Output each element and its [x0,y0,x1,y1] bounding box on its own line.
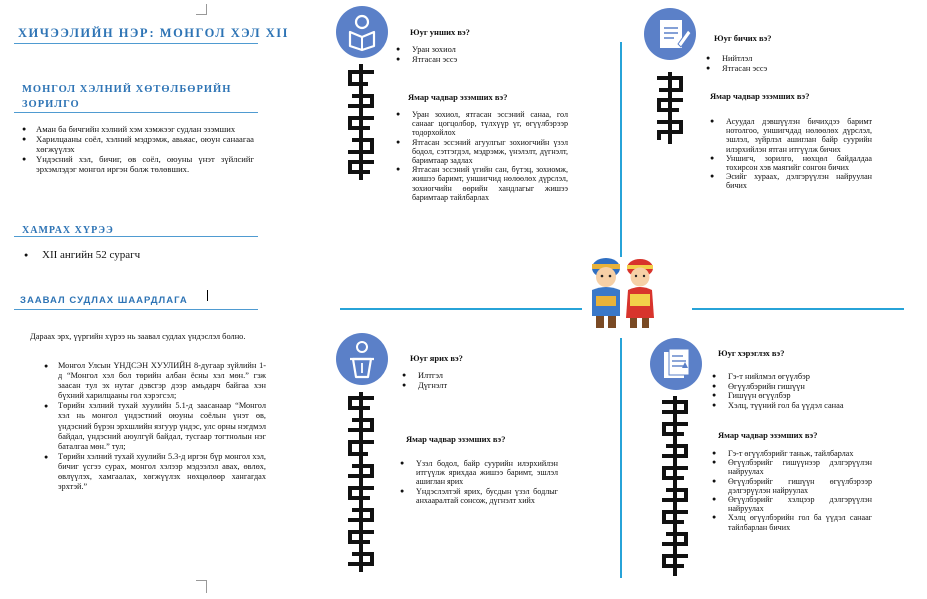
speak-skills-list [400,459,558,505]
list-item: ● Уран зохиол [396,45,566,55]
speak-skills-question: Ямар чадвар эзэмших вэ? [406,434,506,444]
mongol-script-decoration [346,392,376,572]
use-skills-question: Ямар чадвар эзэмших вэ? [718,430,818,440]
list-item: ● Монгол Улсын ҮНДСЭН ХУУЛИЙН 8-дугаар зүйлийн 1-д “Монгол хэл бол төрийн албан ёсны хэл мөн.” гэж заасан тул эх нутаг дэвсгэр дээр амьдарч байгаа хэн бүхний харилцааны гол хэрэгсэл; [44,361,266,401]
list-item: ● Өгүүлбэрийг гишүүн өгүүлбэрээр дэлгэрүүлэн найруулах [712,477,872,495]
divider-rule [14,236,258,237]
text-cursor [207,290,208,301]
list-item: ● Асуудал дэвшүүлэн бичихдээ баримт нотолгоо, уншигчдад нөлөөлөх дүрслэл, эшлэл, зүйрлэл ашиглан байр суурийн илэрхийлэн ятган итгүүлж бичих [710,117,872,154]
goal-list [22,124,254,174]
divider-rule [14,43,258,44]
list-item: ● Харилцааны соёл, хэлний мэдрэмж, авьяас, оюун санаагаа хөгжүүлэх [22,134,254,154]
book-pages-icon [650,338,702,390]
use-skills-list [712,449,872,532]
requirements-list [44,361,266,492]
list-item: ● Гишүүн өгүүлбэр [712,391,892,401]
horizontal-divider [692,308,904,310]
list-item: ● Аман ба бичгийн хэлний хэм хэмжээг судлан эзэмших [22,124,254,134]
write-question: Юуг бичих вэ? [714,33,772,43]
list-item: ● Илтгэл [402,371,572,381]
speak-what-list [402,371,572,390]
list-item: ● Ятгасан эссэний агуулгыг зохиогчийн үзэл бодол, сэтгэгдэл, мэдрэмж, үнэлэлт, дүгнэлт, баримтаар задлах [396,138,568,166]
list-item: ● Ятгасан эссэний үгийн сан, бүтэц, зохиомж, жишээ баримт, уншигчид нөлөөлөх дүрслэл, зохиогчийн өөрийн хандлагыг жишээ баримтаар тайлбарлах [396,165,568,202]
list-item: ● Нийтлэл [706,54,876,64]
write-skills-question: Ямар чадвар эзэмших вэ? [710,91,810,101]
use-question: Юуг хэрэглэх вэ? [718,348,785,358]
list-item: ● Хэлц, түүний гол ба үүдэл санаа [712,401,892,411]
mongol-script-decoration [660,396,690,576]
divider-rule [14,309,258,310]
divider-rule [14,112,258,113]
list-item: ● Уран зохиол, ятгасан эссэний санаа, гол санааг цогцолбор, түлхүүр үг, өгүүлбэрээр тодорхойлох [396,110,568,138]
speaker-podium-icon [336,333,388,385]
list-item: ● Хэлц өгүүлбэрийн гол ба үүдэл санааг тайлбарлан бичих [712,513,872,531]
list-item: ● Эсийг хураах, дэлгэрүүлэн найруулан бичих [710,172,872,190]
list-item: ● Гэ-т өгүүлбэрийг таньж, тайлбарлах [712,449,872,458]
list-item: ● Дүгнэлт [402,381,572,391]
list-item: ● Өгүүлбэрийг хэлцээр дэлгэрүүлэн найруулах [712,495,872,513]
list-item: ● Төрийн хэлний тухай хуулийн 5.3-д иргэн бүр монгол хэл, бичиг үсгээ сурах, монгол хэлээр мэдээлэл авах, өвлөх, өвлүүлэх, хамгаалах, хөгжүүлэх нөхцөлөөр хангагдах эрхтэй.” [44,452,266,492]
read-what-list [396,45,566,64]
list-item: ● Гэ-т нийлмэл өгүүлбэр [712,372,892,382]
list-item: ● Үзэл бодол, байр суурийн илэрхийлэн итгүүлж ярихдаа жишээ баримт, эшлэл ашиглан ярих [400,459,558,487]
vertical-divider [620,42,622,257]
list-item: ● Төрийн хэлний тухай хуулийн 5.1-д заасанаар “Монгол хэл нь монгол үндэстний оюуны соёлын үнэт өв, үндэсний бүрэн эрхшлийн язгуур үндэс, улс орны нэгдмэл байдал, үндэсний аюулгүй байдал, тусгаар тогтнолын нэг баталгаа мөн.” тул; [44,401,266,451]
speak-question: Юуг ярих вэ? [410,353,463,363]
list-item: ● Өгүүлбэрийн гишүүн [712,382,892,392]
list-item: ● Ятгасан эссэ [706,64,876,74]
read-question: Юуг унших вэ? [410,27,470,37]
list-item: ● Уншигч, зорилго, нөхцөл байдалдаа тохирсон хэв маягийг сонгон бичих [710,154,872,172]
vertical-divider [620,338,622,578]
list-item: ● Үндэсний хэл, бичиг, өв соёл, оюуны үнэт зүйлсийг эрхэмлэдэг монгол иргэн болж төлөвших. [22,154,254,174]
corner-mark [196,580,207,593]
pencil-paper-icon [644,8,696,60]
list-item: ● XII ангийн 52 сурагч [24,248,244,262]
read-skills-list [396,110,568,202]
write-skills-list [710,117,872,191]
list-item: ● Ятгасан эссэ [396,55,566,65]
mongol-script-decoration [655,72,685,144]
use-what-list [712,372,892,410]
write-what-list [706,54,876,73]
scope-list [24,248,244,262]
read-skills-question: Ямар чадвар эзэмших вэ? [408,92,508,102]
goal-heading: МОНГОЛ ХЭЛНИЙ ХӨТӨЛБӨРИЙН ЗОРИЛГО [22,84,232,110]
scope-heading: ХАМРАХ ХҮРЭЭ [22,225,114,236]
mongol-script-decoration [346,64,376,180]
requirements-heading: ЗААВАЛ СУДЛАХ ШААРДЛАГА [20,295,188,306]
lesson-title: ХИЧЭЭЛИЙН НЭР: МОНГОЛ ХЭЛ XII [18,26,289,40]
mongol-children-illustration [578,250,670,332]
horizontal-divider [340,308,582,310]
list-item: ● Өгүүлбэрийг гишүүнээр дэлгэрүүлэн найруулах [712,458,872,476]
corner-mark [196,4,207,15]
list-item: ● Үндэслэлтэй ярих, бусдын үзэл бодлыг анхааралтай сонсож, дүгнэлт хийх [400,487,558,505]
requirements-intro: Дараах эрх, үүргийн хүрээ нь заавал судлах үндэслэл болно. [30,332,246,341]
reading-person-icon [336,6,388,58]
